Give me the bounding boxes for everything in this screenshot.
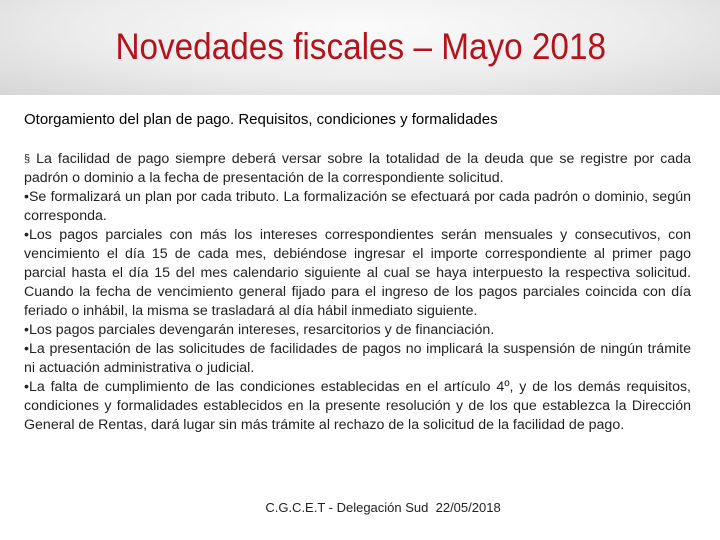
paragraph bbox=[24, 340, 691, 378]
paragraph-text: Los pagos parciales devengarán intereses, resarcitorios y de financiación. bbox=[28, 322, 495, 338]
square-bullet-icon: § bbox=[24, 153, 31, 165]
paragraph bbox=[24, 188, 691, 226]
footer-credit: C.G.C.E.T - Delegación Sud 22/05/2018 bbox=[265, 500, 501, 515]
slide-title: Novedades fiscales – Mayo 2018 bbox=[115, 26, 606, 67]
paragraph-text: La facilidad de pago siempre deberá versar sobre la totalidad de la deuda que se registre por cada padrón o dominio a la fecha de presentación de la correspondiente solicitud. bbox=[24, 151, 691, 186]
paragraph-text: La presentación de las solicitudes de facilidades de pagos no implicará la suspensión de ningún trámite ni actuación administrativa o judicial. bbox=[24, 341, 691, 376]
paragraph bbox=[24, 378, 691, 435]
bullet-icon: • bbox=[24, 379, 29, 395]
paragraph-text: La falta de cumplimiento de las condiciones establecidas en el artículo 4º, y de los demás requisitos, condiciones y formalidades establecidos en la presente resolución y de los que establezca la Dirección General de Rentas, dará lugar sin más trámite al rechazo de la solicitud de la facilidad de pago. bbox=[24, 379, 691, 433]
bullet-icon: • bbox=[24, 341, 29, 357]
paragraph bbox=[24, 321, 691, 340]
paragraph bbox=[24, 150, 691, 188]
section-subtitle: Otorgamiento del plan de pago. Requisitos, condiciones y formalidades bbox=[24, 111, 498, 128]
paragraph-text: Se formalizará un plan por cada tributo. La formalización se efectuará por cada padrón o dominio, según corresponda. bbox=[24, 189, 691, 224]
paragraph bbox=[24, 226, 691, 321]
bullet-icon: • bbox=[24, 227, 29, 243]
paragraph-text: Los pagos parciales con más los intereses correspondientes serán mensuales y consecutivos, con vencimiento el día 15 de cada mes, debiéndose ingresar el importe correspondiente al primer pago parcial hasta el día 15 del mes calendario siguiente al cual se haya interpuesto la respectiva solicitud. Cuando la fecha de vencimiento general fijado para el ingreso de los pagos parciales coincida con día feriado o inhábil, la misma se trasladará al día hábil inmediato siguiente. bbox=[24, 227, 691, 319]
bullet-icon: • bbox=[24, 322, 29, 338]
bullet-icon: • bbox=[24, 189, 29, 205]
body-text bbox=[24, 150, 691, 435]
